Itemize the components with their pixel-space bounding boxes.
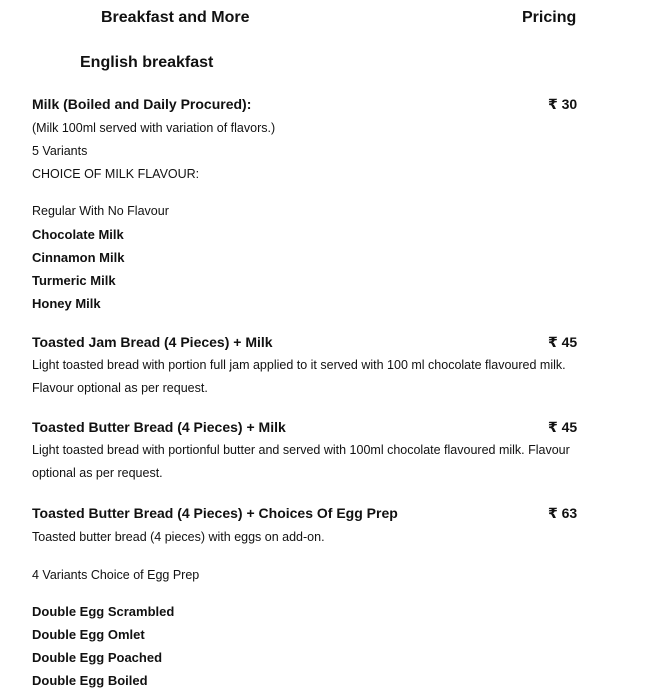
item-price-jam-bread: ₹ 45 xyxy=(548,334,578,350)
item-variants-egg: 4 Variants Choice of Egg Prep xyxy=(32,568,200,582)
item-desc-milk: (Milk 100ml served with variation of flavors.) xyxy=(32,121,276,135)
milk-flavour-item: Regular With No Flavour xyxy=(32,204,169,218)
item-name-butter-bread-egg: Toasted Butter Bread (4 Pieces) + Choices Of Egg Prep xyxy=(32,505,398,521)
item-variants-milk: 5 Variants xyxy=(32,144,88,158)
milk-flavour-item: Chocolate Milk xyxy=(32,227,124,242)
item-price-butter-bread: ₹ 45 xyxy=(548,419,578,435)
egg-option-item: Double Egg Omlet xyxy=(32,627,145,642)
item-desc-jam-bread: Flavour optional as per request. xyxy=(32,381,208,395)
item-price-milk: ₹ 30 xyxy=(548,96,578,112)
egg-option-item: Double Egg Scrambled xyxy=(32,604,175,619)
item-price-butter-bread-egg: ₹ 63 xyxy=(548,505,578,521)
milk-flavour-item: Cinnamon Milk xyxy=(32,250,125,265)
item-name-jam-bread: Toasted Jam Bread (4 Pieces) + Milk xyxy=(32,334,273,350)
pricing-header: Pricing xyxy=(522,9,577,26)
section-title: English breakfast xyxy=(80,54,214,71)
item-desc-butter-bread: Light toasted bread with portionful butter and served with 100ml chocolate flavoured milk. Flavour xyxy=(32,443,570,457)
milk-choice-heading: CHOICE OF MILK FLAVOUR: xyxy=(32,167,200,181)
menu-title: Breakfast and More xyxy=(101,9,250,26)
milk-flavour-item: Turmeric Milk xyxy=(32,273,116,288)
item-desc-butter-bread-egg: Toasted butter bread (4 pieces) with eggs on add-on. xyxy=(32,530,325,544)
egg-option-item: Double Egg Poached xyxy=(32,650,163,665)
item-name-butter-bread: Toasted Butter Bread (4 Pieces) + Milk xyxy=(32,419,286,435)
item-desc-jam-bread: Light toasted bread with portion full jam applied to it served with 100 ml chocolate flavoured milk. xyxy=(32,358,566,372)
milk-flavour-item: Honey Milk xyxy=(32,296,101,311)
item-desc-butter-bread: optional as per request. xyxy=(32,466,163,480)
egg-option-item: Double Egg Boiled xyxy=(32,673,148,688)
item-name-milk: Milk (Boiled and Daily Procured): xyxy=(32,96,252,112)
